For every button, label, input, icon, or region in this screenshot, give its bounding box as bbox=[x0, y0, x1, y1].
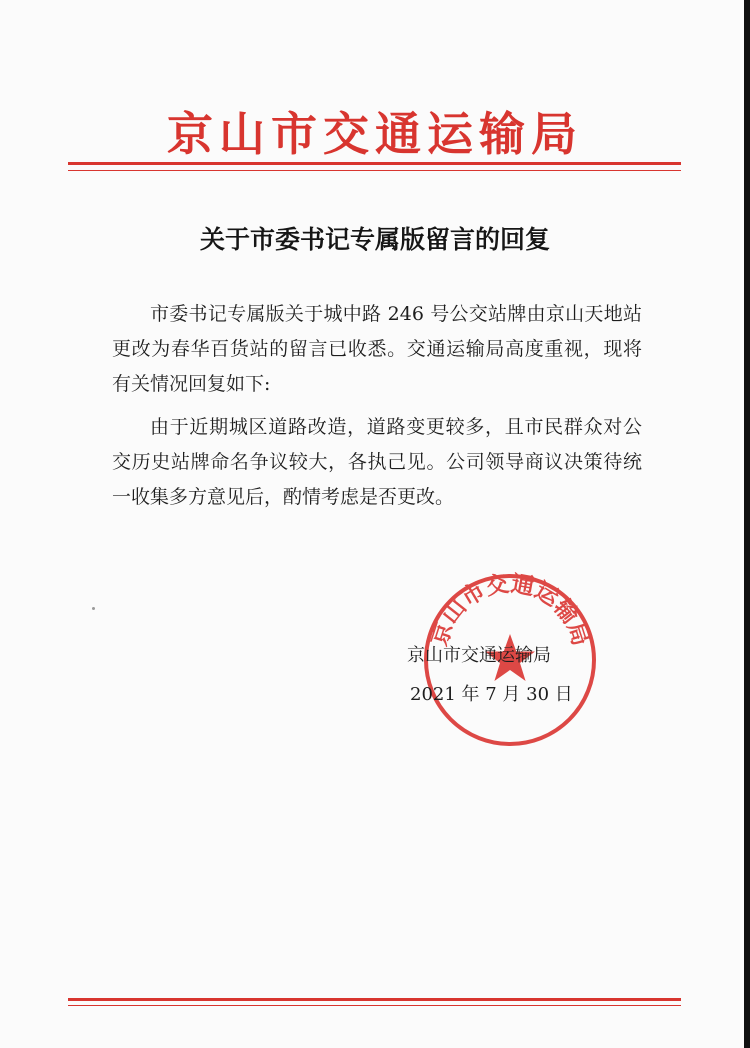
body-paragraph-2: 由于近期城区道路改造，道路变更较多，且市民群众对公交历史站牌命名争议较大，各执己见。公司领导商议决策待统一收集多方意见后，酌情考虑是否更改。 bbox=[112, 416, 642, 508]
body-paragraph-1: 市委书记专属版关于城中路 246 号公交站牌由京山天地站更改为春华百货站的留言已收悉。交通运输局高度重视，现将有关情况回复如下: bbox=[112, 303, 642, 395]
scan-speck bbox=[92, 607, 95, 610]
seal-text: 京山市交通运输局 bbox=[425, 570, 595, 650]
letterhead-title: 京山市交通运输局 bbox=[167, 107, 583, 161]
scan-edge bbox=[744, 0, 750, 1048]
footer-rule-thin bbox=[68, 1005, 681, 1006]
letterhead-rule-thin bbox=[68, 170, 681, 171]
footer-rule-thick bbox=[68, 998, 681, 1001]
letterhead-rule-thick bbox=[68, 162, 681, 165]
document-title: 关于市委书记专属版留言的回复 bbox=[199, 225, 550, 254]
signature-date: 2021 年 7 月 30 日 bbox=[410, 684, 573, 705]
signature-organization: 京山市交通运输局 bbox=[407, 645, 551, 666]
